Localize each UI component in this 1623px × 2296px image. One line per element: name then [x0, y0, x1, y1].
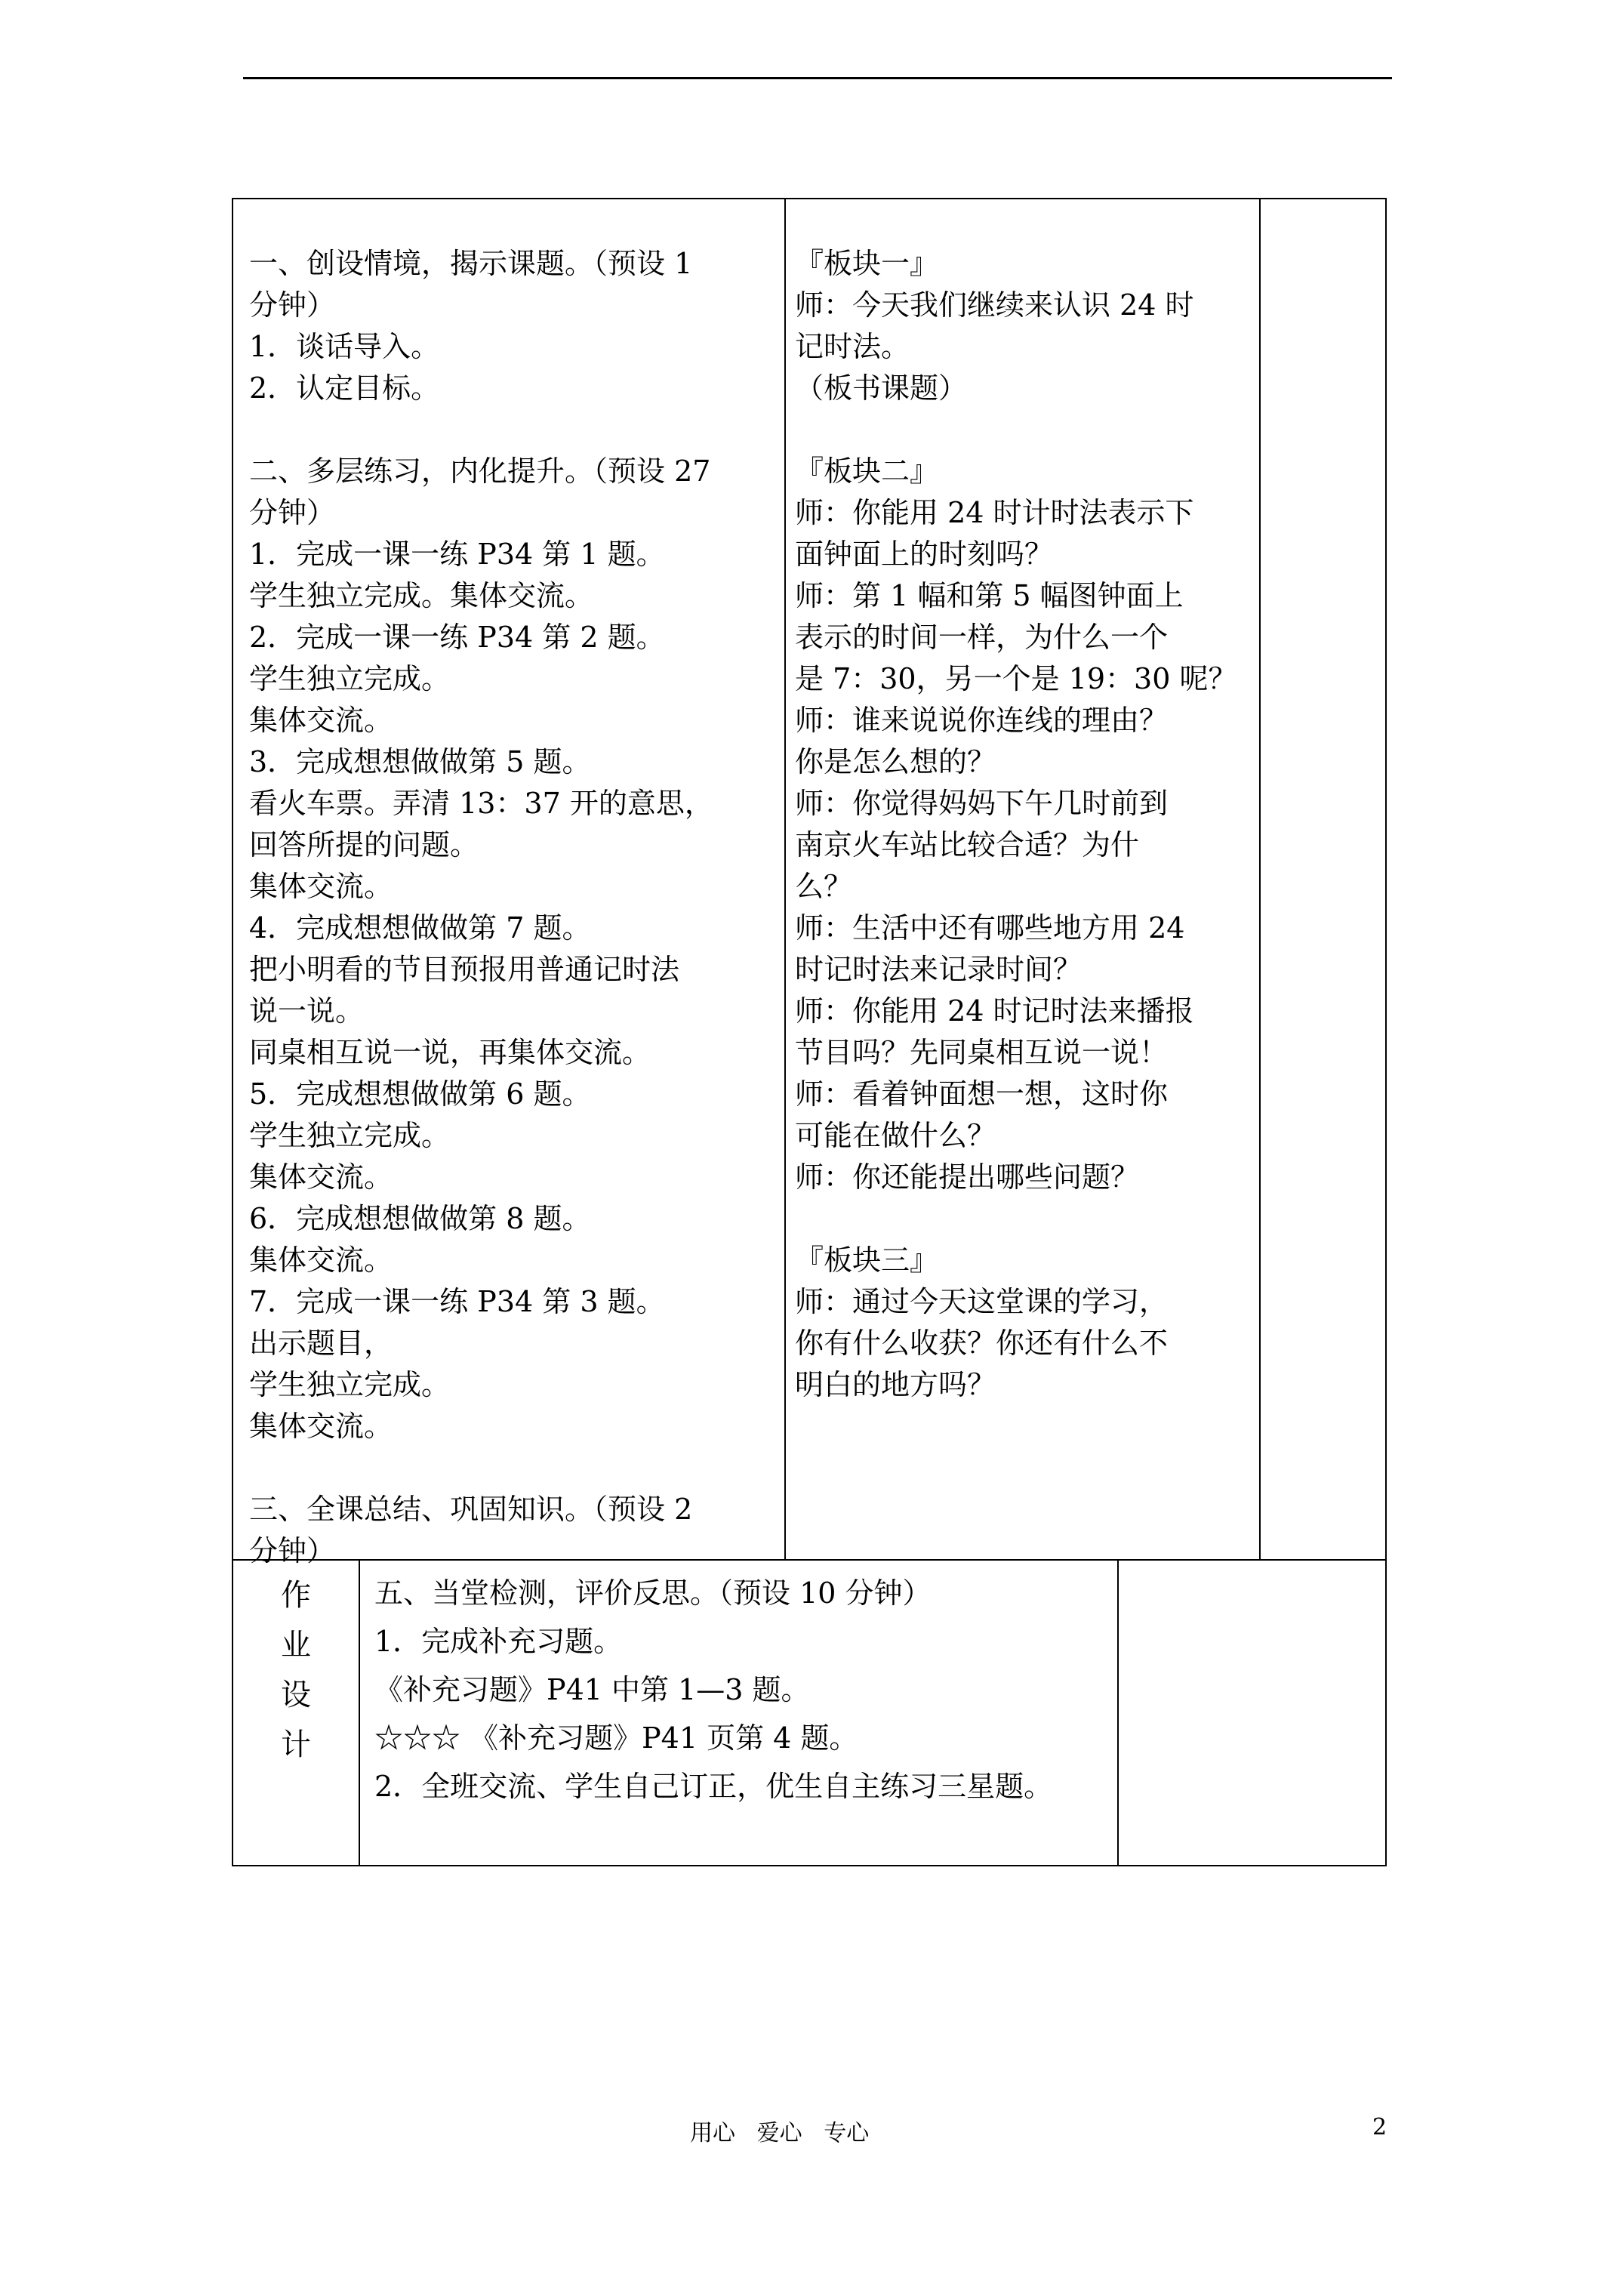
activity-line: 师：你能用 24 时记时法来播报 [795, 994, 1194, 1028]
activity-line: 『板块一』 [795, 247, 939, 280]
process-line: 7．完成一课一练 P34 第 3 题。 [249, 1285, 665, 1318]
activity-line: 师：通过今天这堂课的学习， [795, 1285, 1169, 1318]
activity-line: 师：今天我们继续来认识 24 时 [795, 288, 1194, 322]
process-line: 学生独立完成。 [249, 662, 451, 695]
activity-line: 『板块三』 [795, 1244, 939, 1277]
homework-label [239, 1570, 353, 1770]
activity-line: 节目吗？先同桌相互说一说！ [795, 1036, 1169, 1069]
activity-line: 师：看着钟面想一想，这时你 [795, 1077, 1169, 1111]
activity-line: 明白的地方吗？ [795, 1368, 996, 1401]
activity-line: 表示的时间一样，为什么一个 [795, 621, 1169, 654]
process-line: 集体交流。 [249, 1244, 393, 1277]
process-line: 1．完成一课一练 P34 第 1 题。 [249, 538, 665, 571]
process-line: 同桌相互说一说，再集体交流。 [249, 1036, 651, 1069]
homework-line: 五、当堂检测，评价反思。（预设 10 分钟） [374, 1576, 932, 1610]
process-line: 学生独立完成。 [249, 1119, 451, 1152]
process-line: 集体交流。 [249, 1160, 393, 1194]
process-line: 三、全课总结、巩固知识。（预设 2 [249, 1493, 693, 1526]
activity-line: 『板块二』 [795, 455, 939, 488]
process-line: 6．完成想想做做第 8 题。 [249, 1202, 591, 1235]
header-rule [243, 77, 1392, 79]
homework-line: 1．完成补充习题。 [374, 1625, 623, 1658]
process-line: 分钟） [249, 496, 336, 529]
activity-line: 师：你觉得妈妈下午几时前到 [795, 787, 1169, 820]
activity-line: 是 7：30，另一个是 19：30 呢？ [795, 662, 1237, 695]
process-line: 说一说。 [249, 994, 365, 1028]
activity-line: 时记时法来记录时间？ [795, 953, 1083, 986]
process-line: 分钟） [249, 288, 336, 322]
homework-label-divider [359, 1559, 360, 1865]
process-line: 一、创设情境，揭示课题。（预设 1 [249, 247, 693, 280]
footer-motto: 用心 爱心 专心 [690, 2120, 870, 2147]
activity-line: 么？ [795, 870, 853, 903]
process-blank-line [249, 409, 713, 451]
process-line: 2．完成一课一练 P34 第 2 题。 [249, 621, 665, 654]
activity-line: 可能在做什么？ [795, 1119, 996, 1152]
activity-line: 你有什么收获？你还有什么不 [795, 1327, 1169, 1360]
activity-line: 记时法。 [795, 330, 910, 363]
process-line: 把小明看的节目预报用普通记时法 [249, 953, 680, 986]
activity-blank-line [795, 1198, 1236, 1240]
page-number: 2 [1372, 2114, 1387, 2140]
process-blank-line [249, 1447, 713, 1489]
activity-line: 师：生活中还有哪些地方用 24 [795, 911, 1185, 945]
homework-right-divider [1117, 1559, 1119, 1865]
process-line: 集体交流。 [249, 704, 393, 737]
process-line: 学生独立完成。集体交流。 [249, 579, 594, 612]
activity-line: 师：你能用 24 时计时法表示下 [795, 496, 1194, 529]
process-line: 二、多层练习，内化提升。（预设 27 [249, 455, 711, 488]
teacher-activity-column [795, 243, 1236, 1406]
column-divider-middle-right [1259, 198, 1261, 1560]
activity-line: 师：你还能提出哪些问题？ [795, 1160, 1140, 1194]
process-line: 出示题目， [249, 1327, 393, 1360]
activity-line: 面钟面上的时刻吗？ [795, 538, 1054, 571]
process-line: 1．谈话导入。 [249, 330, 440, 363]
activity-line: （板书课题） [795, 371, 968, 405]
process-line: 分钟） [249, 1534, 336, 1567]
process-line: 看火车票。弄清 13：37 开的意思， [249, 787, 713, 820]
process-line: 5．完成想想做做第 6 题。 [249, 1077, 591, 1111]
activity-blank-line [795, 409, 1236, 451]
activity-line: 你是怎么想的？ [795, 745, 996, 778]
activity-line: 师：第 1 幅和第 5 幅图钟面上 [795, 579, 1184, 612]
process-line: 回答所提的问题。 [249, 828, 479, 861]
homework-content [374, 1569, 1052, 1811]
process-line: 集体交流。 [249, 870, 393, 903]
homework-line: 2．全班交流、学生自己订正，优生自主练习三星题。 [374, 1770, 1053, 1803]
process-line: 集体交流。 [249, 1410, 393, 1443]
process-line: 4．完成想想做做第 7 题。 [249, 911, 591, 945]
homework-label-char-line: 设 [281, 1678, 311, 1712]
column-divider-left-middle [784, 198, 786, 1560]
process-line: 学生独立完成。 [249, 1368, 451, 1401]
teaching-process-column [249, 243, 713, 1572]
homework-label-char-line: 业 [281, 1628, 311, 1663]
activity-line: 师：谁来说说你连线的理由？ [795, 704, 1169, 737]
process-line: 2．认定目标。 [249, 371, 440, 405]
homework-line: ☆☆☆ 《补充习题》P41 页第 4 题。 [374, 1721, 858, 1755]
homework-line: 《补充习题》P41 中第 1—3 题。 [374, 1673, 810, 1706]
homework-label-char-line: 计 [281, 1727, 311, 1762]
process-line: 3．完成想想做做第 5 题。 [249, 745, 591, 778]
activity-line: 南京火车站比较合适？为什 [795, 828, 1140, 861]
homework-label-char-line: 作 [281, 1578, 311, 1613]
